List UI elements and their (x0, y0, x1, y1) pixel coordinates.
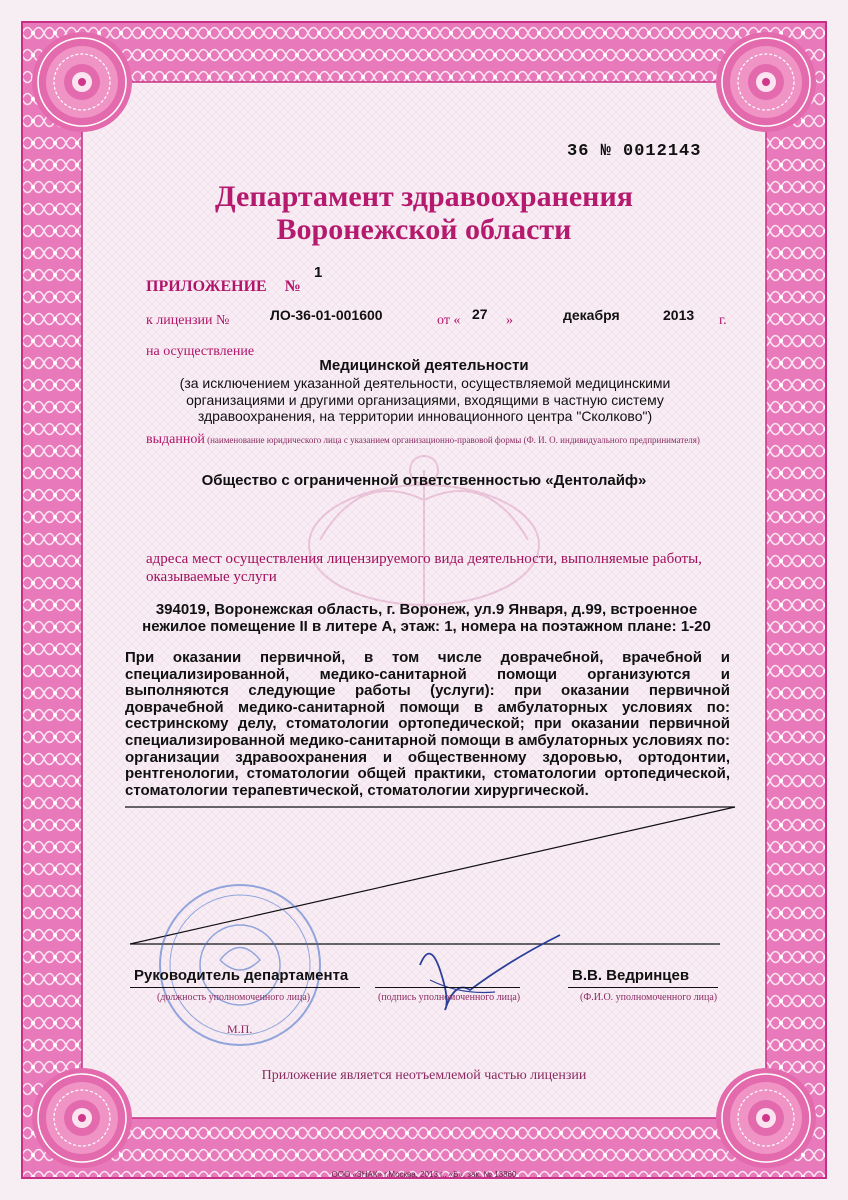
activity-label: на осуществление (146, 344, 255, 359)
appendix-number: 1 (314, 264, 323, 281)
address-text: 394019, Воронежская область, г. Воронеж, ул.9 Января, д.99, встроенное нежилое помещение II в литере А, этаж: 1, номера на поэтажном плане: 1-20 (142, 601, 711, 635)
license-number: ЛО-36-01-001600 (270, 307, 383, 323)
serial-value: 0012143 (623, 142, 702, 161)
name-underline (568, 987, 718, 988)
license-year: 2013 (663, 307, 695, 323)
organization-name: Общество с ограниченной ответственностью «Дентолайф» (201, 472, 647, 489)
department-heading (0, 180, 848, 246)
activity-note: (за исключением указанной деятельности, осуществляемой медицинскими организациями и другими организациями, входящими в частную систему здравоохранения, на территории инновационного центра "Сколково") (179, 375, 671, 424)
license-year-suffix: г. (719, 313, 727, 328)
activity-title: Медицинской деятельности (319, 357, 529, 374)
signature-caption: (подпись уполномоченного лица) (378, 992, 521, 1003)
name-caption: (Ф.И.О. уполномоченного лица) (580, 992, 718, 1003)
license-date-from: от « (437, 313, 461, 328)
addresses-label: адреса мест осуществления лицензируемого вида деятельности, выполняемые работы, оказываемые услуги (146, 551, 702, 585)
appendix-label (146, 278, 301, 296)
serial-series: 36 (567, 142, 590, 161)
license-date-close: » (506, 313, 513, 328)
issued-row (146, 434, 731, 446)
appendix-label-text: ПРИЛОЖЕНИЕ (146, 278, 267, 295)
position-underline (130, 987, 360, 988)
department-line-2: Воронежской области (276, 213, 572, 246)
serial-number (567, 142, 701, 161)
serial-number-sign: № (600, 142, 612, 161)
stamp-place: М.П. (227, 1022, 253, 1036)
signatory-name: В.В. Ведринцев (572, 967, 690, 984)
license-month: декабря (563, 307, 620, 323)
appendix-number-sign: № (284, 278, 301, 295)
signature-underline (375, 987, 520, 988)
signature-scribble (400, 920, 570, 1020)
issued-label: выданной (146, 432, 205, 447)
printer-imprint: ООО «ЗНАК» г.Москва, 2013 г., «Б», зак. № 13860 (331, 1170, 517, 1179)
license-prefix: к лицензии № (146, 313, 230, 328)
services-text: При оказании первичной, в том числе доврачебной, врачебной и специализированной, медико-санитарной помощи организуются и выполняются следующие работы (услуги): при оказании первичной доврачебной медико-санитарной помощи в амбулаторных условиях по: сестринскому делу, стоматологии ортопедической; при оказании первичной специализированной медико-санитарной помощи в амбулаторных условиях по: организации здравоохранения и общественному здоровью, ортодонтии, рентгенологии, стоматологии общей практики, стоматологии ортопедической, стоматологии терапевтической, стоматологии хирургической. (125, 649, 731, 799)
issued-note: (наименование юридического лица с указанием организационно-правовой формы (Ф. И. О. индивидуального предпринимателя) (207, 435, 700, 445)
license-day: 27 (472, 306, 488, 322)
position-caption: (должность уполномоченного лица) (157, 992, 311, 1003)
department-line-1: Департамент здравоохранения (215, 180, 633, 213)
footer-note: Приложение является неотъемлемой частью лицензии (261, 1068, 587, 1083)
signatory-position: Руководитель департамента (134, 967, 349, 984)
